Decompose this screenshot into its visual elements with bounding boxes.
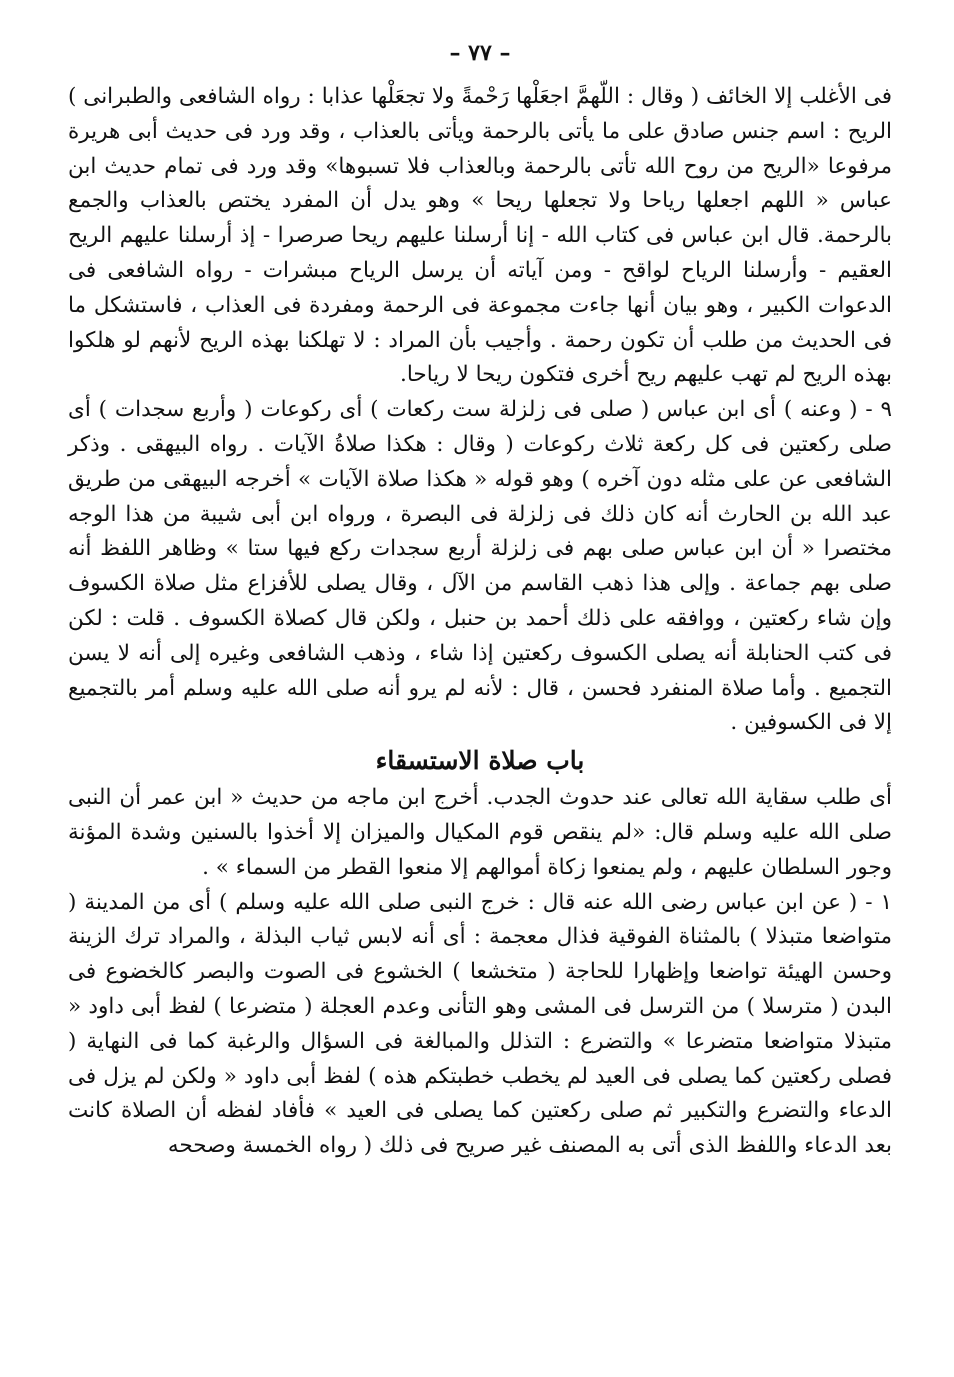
paragraph: فى الأغلب إلا الخائف ( وقال : اللّهمَّ اجعَلْها رَحْمةً ولا تجعَلْها عذابا : رواه الشافعى والطبرانى ) الريح : اسم جنس صادق على ما يأتى بالرحمة ويأتى بالعذاب ، وقد ورد فى حديث أبى هريرة مرفوعا «الريح من روح الله تأتى بالرحمة وبالعذاب فلا تسبوها» وقد ورد فى تمام حديث ابن عباس « اللهم اجعلها رياحا ولا تجعلها ريحا » وهو يدل أن المفرد يختص بالعذاب والجمع بالرحمة. قال ابن عباس فى كتاب الله - إنا أرسلنا عليهم ريحا صرصرا - إذ أرسلنا عليهم الريح العقيم - وأرسلنا الرياح لواقح - ومن آياته أن يرسل الرياح مبشرات - رواه الشافعى فى الدعوات الكبير ، وهو بيان أنها جاءت مجموعة فى الرحمة ومفردة فى العذاب ، فاستشكل ما فى الحديث من طلب أن تكون رحمة . وأجيب بأن المراد : لا تهلكنا بهذه الريح لأنهم لو هلكوا بهذه الريح لم تهب عليهم ريح أخرى فتكون ريحا لا رياحا. — [68, 84, 892, 388]
text-block-top — [68, 80, 892, 741]
page-number: – ٧٧ – — [449, 40, 511, 66]
paragraph: ١ - ( عن ابن عباس رضى الله عنه قال : خرج النبى صلى الله عليه وسلم ) أى من المدينة ( متواضعا متبذلا ) بالمثناة الفوقية فذال معجمة : أى أنه لابس ثياب البذلة ، والمراد ترك الزينة وحسن الهيئة تواضعا وإظهارا للحاجة ( متخشعا ) الخشوع فى الصوت والبصر كالخضوع فى البدن ( مترسلا ) من الترسل فى المشى وهو التأنى وعدم العجلة ( متضرعا ) لفظ أبى داود « متبذلا متواضعا متضرعا » والتضرع : التذلل والمبالغة فى السؤال والرغبة كما فى النهاية ( فصلى ركعتين كما يصلى فى العيد لم يخطب خطبتكم هذه ) لفظ أبى داود « ولكن لم يزل فى الدعاء والتضرع والتكبير ثم صلى ركعتين كما يصلى فى العيد » فأفاد لفظه أن الصلاة كانت بعد الدعاء واللفظ الذى أتى به المصنف غير صريح فى ذلك ( رواه الخمسة وصححه — [68, 889, 892, 1159]
text-block-bottom — [68, 781, 892, 1164]
paragraph: ٩ - ( وعنه ) أى ابن عباس ( صلى فى زلزلة ست ركعات ) أى ركوعات ( وأربع سجدات ) أى صلى ركعتين فى كل ركعة ثلاث ركوعات ( وقال : هكذا صلاةُ الآيات . رواه البيهقى . وذكر الشافعى عن على مثله دون آخره ) وهو قوله « هكذا صلاة الآيات » أخرجه البيهقى من طريق عبد الله بن الحارث أنه كان ذلك فى زلزلة فى البصرة ، ورواه ابن أبى شيبة من هذا الوجه مختصرا « أن ابن عباس صلى بهم فى زلزلة أربع سجدات ركع فيها ستا » وظاهر اللفظ أنه صلى بهم جماعة . وإلى هذا ذهب القاسم من الآل ، وقال يصلى للأفزاع مثل صلاة الكسوف وإن شاء ركعتين ، ووافقه على ذلك أحمد بن حنبل ، ولكن قال كصلاة الكسوف . قلت : لكن فى كتب الحنابلة أنه يصلى الكسوف ركعتين إذا شاء ، وذهب الشافعى وغيره إلى أنه لا يسن التجميع . وأما صلاة المنفرد فحسن ، قال : لأنه لم يرو أنه صلى الله عليه وسلم أمر بالتجميع إلا فى الكسوفين . — [68, 397, 892, 736]
paragraph: أى طلب سقاية الله تعالى عند حدوث الجدب. أخرج ابن ماجه من حديث « ابن عمر أن النبى صلى الله عليه وسلم قال: «لم ينقص قوم المكيال والميزان إلا أخذوا بالسنين وشدة المؤنة وجور السلطان عليهم ، ولم يمنعوا زكاة أموالهم إلا منعوا القطر من السماء » . — [68, 785, 892, 880]
section-heading: باب صلاة الاستسقاء — [375, 746, 585, 776]
